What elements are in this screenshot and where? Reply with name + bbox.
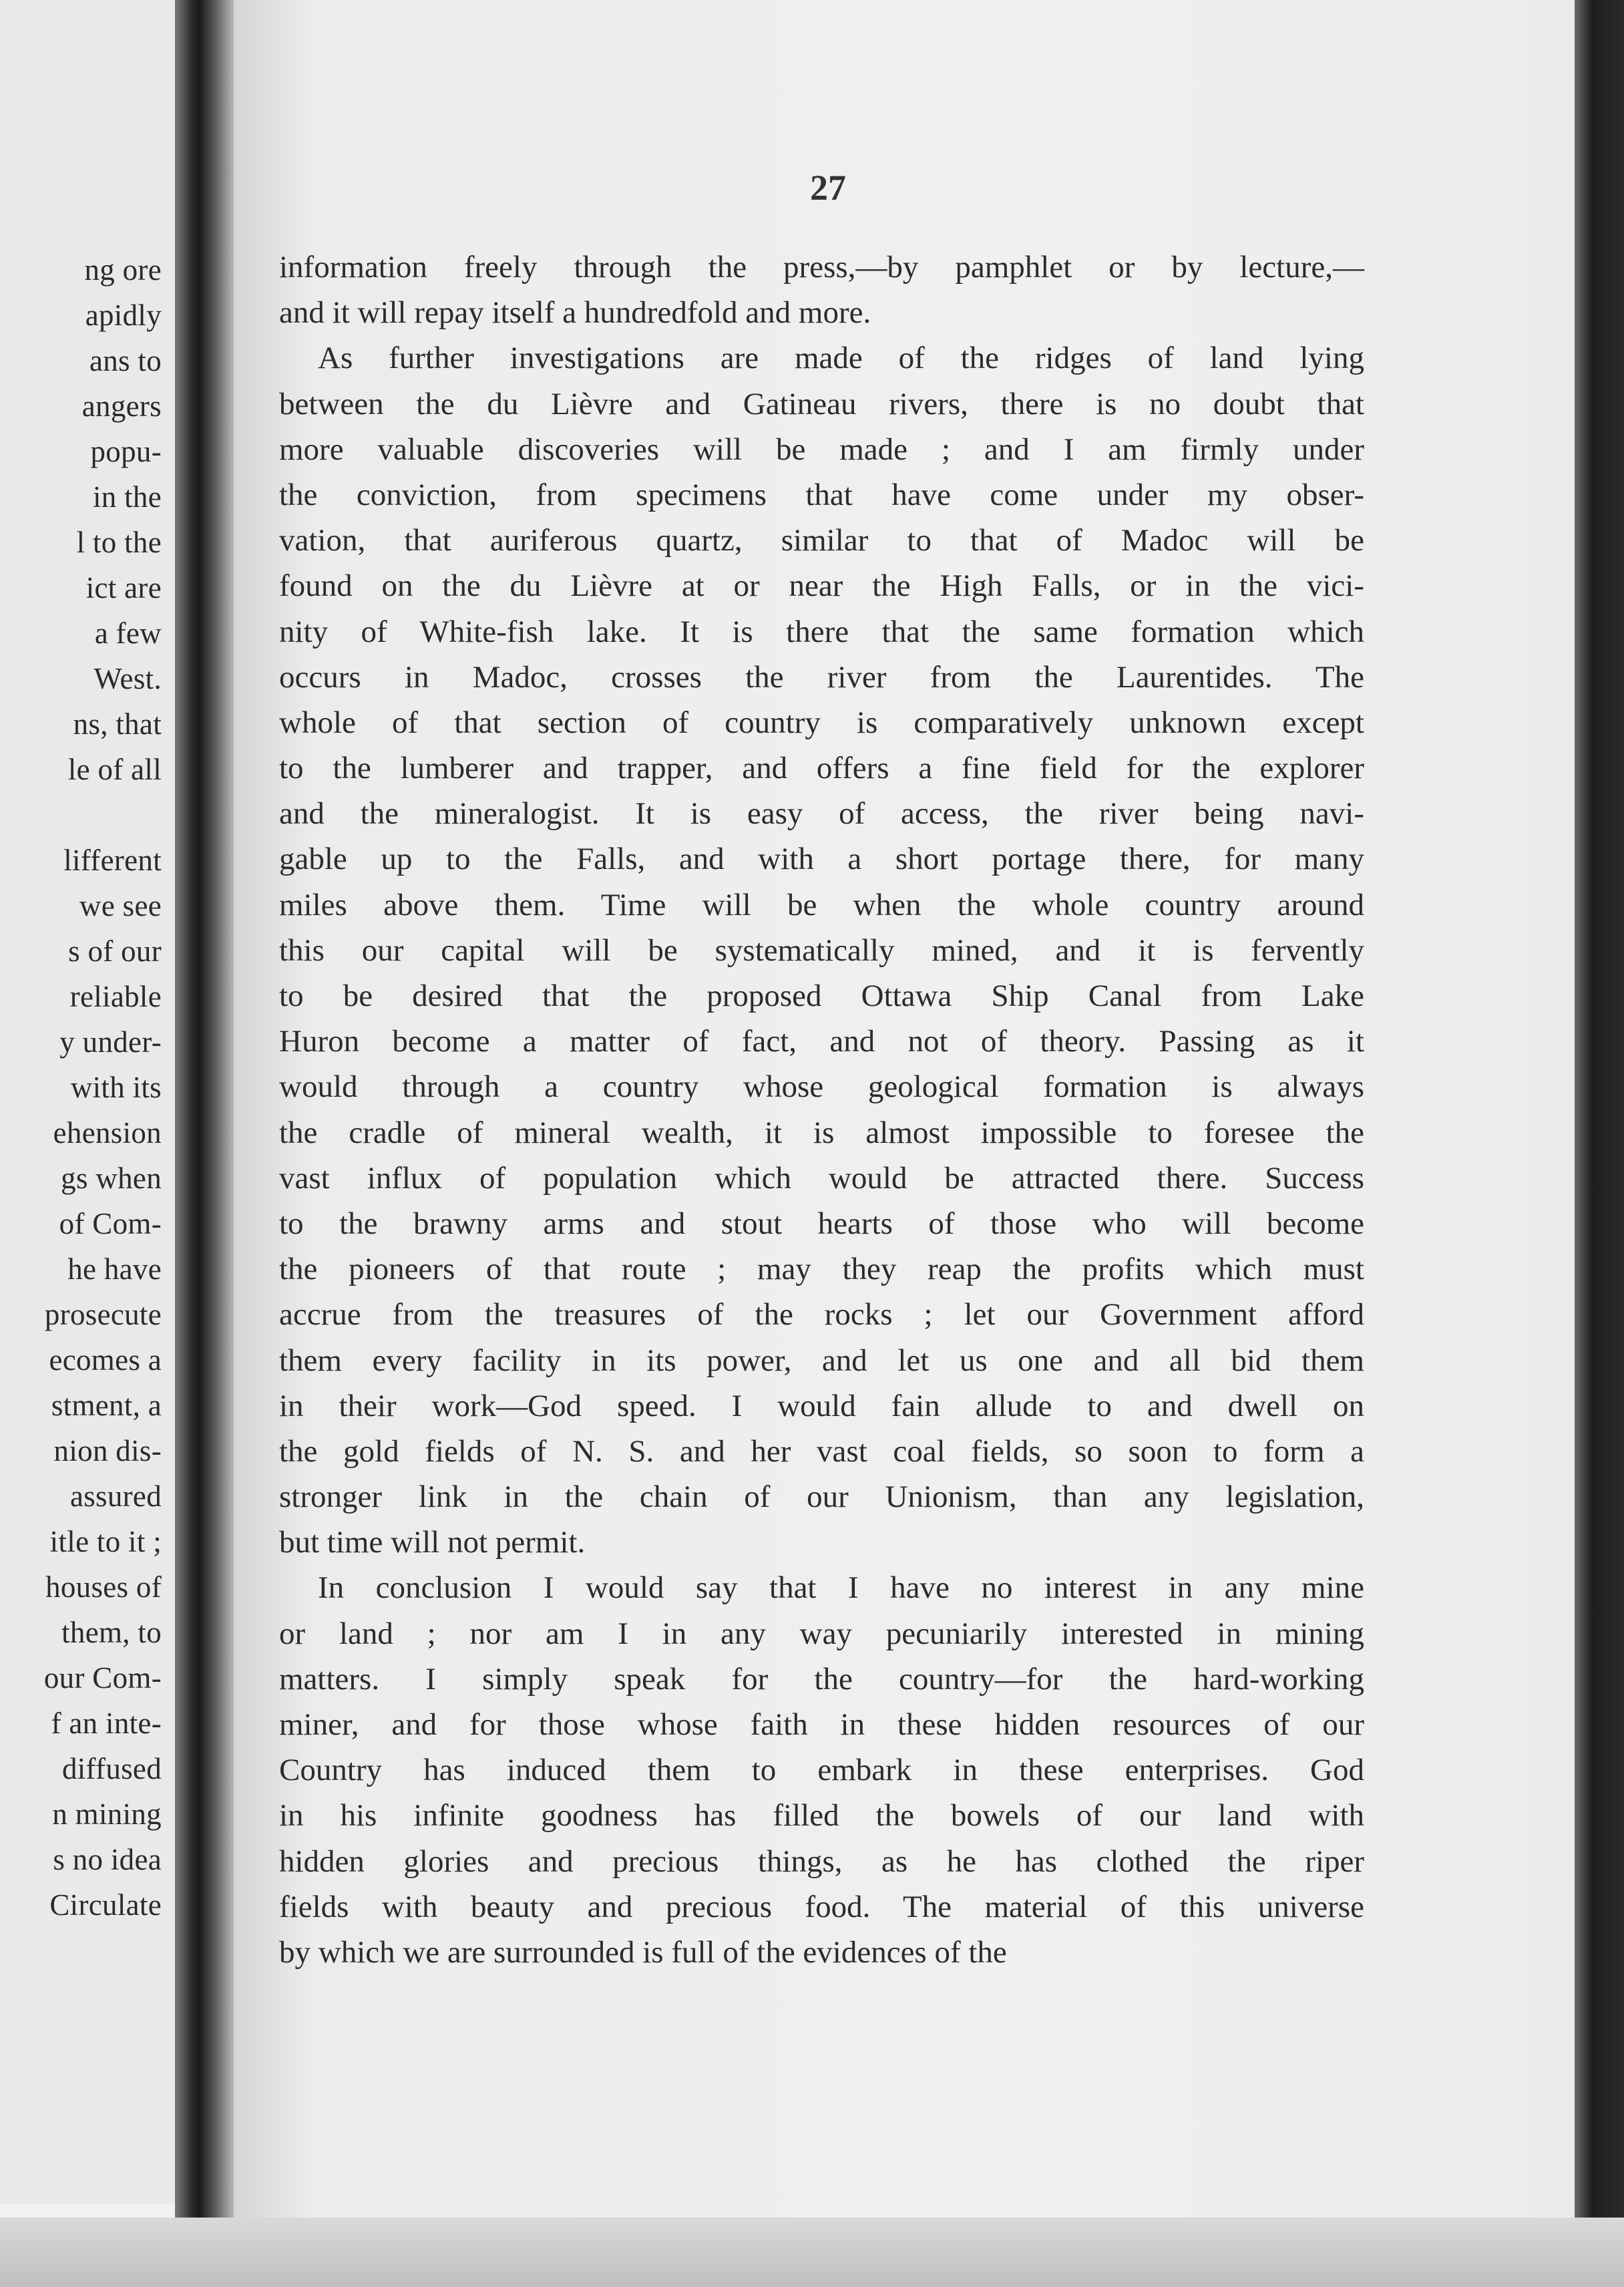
left-page-line: angers bbox=[81, 389, 162, 423]
left-page-line: s of our bbox=[68, 934, 162, 968]
left-page-line: nion dis- bbox=[53, 1434, 162, 1467]
left-page-line: diffused bbox=[61, 1752, 162, 1785]
left-page-line: ehension bbox=[53, 1116, 162, 1150]
text-line: whole of that section of country is comparatively unknown except bbox=[279, 705, 1364, 740]
text-line: vation, that auriferous quartz, similar to that of Madoc will be bbox=[279, 523, 1364, 558]
text-line: this our capital will be systematically mined, and it is fervently bbox=[279, 932, 1364, 968]
left-page-line: l to the bbox=[76, 526, 162, 559]
text-line: in his infinite goodness has filled the bowels of our land with bbox=[279, 1798, 1364, 1833]
left-page-fragment bbox=[0, 0, 175, 2204]
page-number: 27 bbox=[810, 168, 846, 208]
text-line: the gold fields of N. S. and her vast coal fields, so soon to form a bbox=[279, 1433, 1364, 1469]
left-page-line: apidly bbox=[85, 299, 162, 332]
text-line: more valuable discoveries will be made ; and I am firmly under bbox=[279, 431, 1364, 467]
left-page-line: them, to bbox=[61, 1616, 162, 1649]
text-line: them every facility in its power, and let us one and all bid them bbox=[279, 1343, 1364, 1378]
text-line: occurs in Madoc, crosses the river from the Laurentides. The bbox=[279, 659, 1364, 695]
text-line: Huron become a matter of fact, and not of theory. Passing as it bbox=[279, 1024, 1364, 1059]
left-page-line: lifferent bbox=[63, 844, 162, 877]
left-page-line: in the bbox=[92, 480, 162, 514]
left-page-line: popu- bbox=[90, 435, 162, 468]
text-line: the pioneers of that route ; may they reap the profits which must bbox=[279, 1252, 1364, 1287]
text-line: In conclusion I would say that I have no interest in any mine bbox=[318, 1570, 1364, 1606]
left-page-line: ans to bbox=[89, 344, 162, 377]
left-page-line: y under- bbox=[59, 1025, 162, 1059]
left-page-line: with its bbox=[70, 1071, 162, 1104]
left-page-line: prosecute bbox=[44, 1298, 162, 1331]
left-page-line bbox=[0, 792, 175, 838]
left-page-line: Circulate bbox=[49, 1888, 162, 1922]
left-page-line: s no idea bbox=[53, 1843, 162, 1876]
text-line: to be desired that the proposed Ottawa Ship Canal from Lake bbox=[279, 979, 1364, 1013]
left-page-line: assured bbox=[69, 1479, 162, 1513]
left-page-line: stment, a bbox=[51, 1389, 162, 1422]
text-line: the conviction, from specimens that have come under my obser- bbox=[279, 477, 1364, 512]
text-line: information freely through the press,—by pamphlet or by lecture,— bbox=[279, 250, 1364, 285]
left-page-line: we see bbox=[79, 889, 162, 922]
right-scan-edge bbox=[1575, 0, 1624, 2287]
text-line: fields with beauty and precious food. The material of this universe bbox=[279, 1889, 1364, 1924]
left-page-line: of Com- bbox=[59, 1207, 162, 1240]
left-page-line: le of all bbox=[67, 753, 162, 786]
bottom-scan-edge bbox=[0, 2218, 1624, 2287]
text-line: or land ; nor am I in any way pecuniarily interested in mining bbox=[279, 1616, 1364, 1651]
text-line: matters. I simply speak for the country—for the hard-working bbox=[279, 1661, 1364, 1697]
text-line: Country has induced them to embark in these enterprises. God bbox=[279, 1753, 1364, 1788]
text-line: hidden glories and precious things, as he has clothed the riper bbox=[279, 1843, 1364, 1879]
left-page-line: ict are bbox=[85, 571, 162, 604]
left-page-line: itle to it ; bbox=[49, 1525, 162, 1558]
text-line: As further investigations are made of the ridges of land lying bbox=[318, 341, 1364, 376]
text-line: gable up to the Falls, and with a short portage there, for many bbox=[279, 842, 1364, 877]
left-page-line: ns, that bbox=[73, 707, 162, 741]
text-line: between the du Lièvre and Gatineau rivers, there is no doubt that bbox=[279, 386, 1364, 421]
text-line: stronger link in the chain of our Unionism, than any legislation, bbox=[279, 1479, 1364, 1515]
left-page-line: ecomes a bbox=[49, 1343, 162, 1377]
paragraph bbox=[279, 244, 1364, 335]
body-text bbox=[279, 244, 1364, 1975]
left-page-line: West. bbox=[93, 662, 162, 695]
left-page-line: f an inte- bbox=[51, 1707, 162, 1740]
text-line: in their work—God speed. I would fain allude to and dwell on bbox=[279, 1388, 1364, 1423]
text-line: would through a country whose geological formation is always bbox=[279, 1069, 1364, 1105]
text-line: and the mineralogist. It is easy of access, the river being navi- bbox=[279, 796, 1364, 832]
left-page-line: houses of bbox=[45, 1570, 162, 1604]
left-page-line: n mining bbox=[52, 1797, 162, 1831]
left-page-line: gs when bbox=[61, 1162, 162, 1195]
paragraph bbox=[279, 335, 1364, 1565]
text-line: accrue from the treasures of the rocks ; let our Government afford bbox=[279, 1297, 1364, 1333]
left-page-line: reliable bbox=[69, 980, 162, 1013]
text-line: and it will repay itself a hundredfold and more. bbox=[279, 295, 871, 331]
left-page-line: he have bbox=[67, 1252, 162, 1286]
text-line: by which we are surrounded is full of the evidences of the bbox=[279, 1934, 1007, 1970]
left-page-line: our Com- bbox=[43, 1661, 162, 1695]
text-line: found on the du Lièvre at or near the High Falls, or in the vici- bbox=[279, 568, 1364, 604]
text-line: to the brawny arms and stout hearts of those who will become bbox=[279, 1206, 1364, 1241]
text-line: vast influx of population which would be attracted there. Success bbox=[279, 1160, 1364, 1196]
text-line: miles above them. Time will be when the whole country around bbox=[279, 887, 1364, 922]
left-page-text bbox=[0, 247, 175, 1928]
text-line: to the lumberer and trapper, and offers a fine field for the explorer bbox=[279, 751, 1364, 786]
left-page-line: ng ore bbox=[84, 253, 162, 287]
text-line: miner, and for those whose faith in these hidden resources of our bbox=[279, 1707, 1364, 1742]
left-page-line: a few bbox=[94, 617, 162, 650]
text-line: the cradle of mineral wealth, it is almost impossible to foresee the bbox=[279, 1115, 1364, 1150]
text-line: nity of White-fish lake. It is there that the same formation which bbox=[279, 614, 1364, 649]
text-line: but time will not permit. bbox=[279, 1525, 586, 1560]
paragraph bbox=[279, 1565, 1364, 1975]
binding-gutter bbox=[175, 0, 235, 2287]
